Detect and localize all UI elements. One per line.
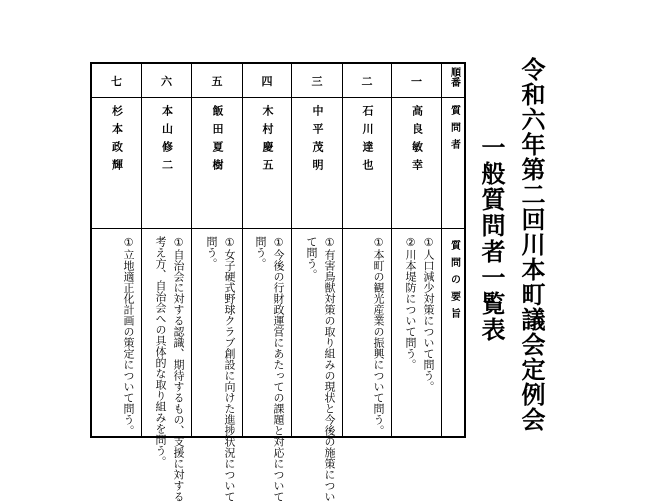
table-row <box>92 64 141 436</box>
question-summary: ①立地適正化計画の策定について問う。 <box>122 236 135 436</box>
page-title: 令和六年第二回川本町議会定例会 <box>517 57 545 432</box>
questioner-name: 本山修二 <box>142 97 191 229</box>
row-order: 五 <box>192 64 242 98</box>
table-row <box>291 64 342 502</box>
question-summary: ①今後の行財政運営にあたっての課題と対応について 問う。 <box>254 236 285 502</box>
questioner-name: 石川達也 <box>343 97 391 229</box>
row-order: 四 <box>243 64 291 98</box>
question-summary: ①人口減少対策について問う。 ②川本堤防について問う。 <box>404 236 435 392</box>
questioner-name: 木村慶五 <box>243 97 291 229</box>
question-summary: ①本町の観光産業の振興について問う。 <box>372 236 385 436</box>
questioner-name: 高良敏幸 <box>392 97 441 229</box>
order-header: 順番 <box>442 64 466 98</box>
questioner-name: 杉本政輝 <box>92 97 141 229</box>
question-summary: ①有害鳥獣対策の取り組みの現状と今後の施策につい て問う。 <box>305 236 336 502</box>
table-row <box>141 64 191 502</box>
questioner-name: 中平茂明 <box>292 97 342 229</box>
question-summary: ①自治会に対する認識、期待するもの、支援に対する 考え方、自治会への具体的な取り組みを問う。 <box>154 236 185 502</box>
row-order: 二 <box>343 64 391 98</box>
row-order: 三 <box>292 64 342 98</box>
table-row <box>342 64 391 436</box>
question-summary: ①女子硬式野球クラブ創設に向けた進捗状況について 問う。 <box>205 236 236 502</box>
row-order: 一 <box>392 64 441 98</box>
questioner-header: 質問者 <box>442 97 466 229</box>
row-order: 六 <box>142 64 191 98</box>
header-column <box>441 64 466 436</box>
page-subtitle: 一般質問者一覧表 <box>477 135 505 343</box>
questioner-name: 飯田夏樹 <box>192 97 242 229</box>
table-row <box>191 64 242 502</box>
table-row <box>242 64 291 502</box>
questioner-table <box>90 62 466 502</box>
table-row <box>391 64 441 436</box>
row-order: 七 <box>92 64 141 98</box>
summary-header: 質問の要旨 <box>448 240 460 325</box>
